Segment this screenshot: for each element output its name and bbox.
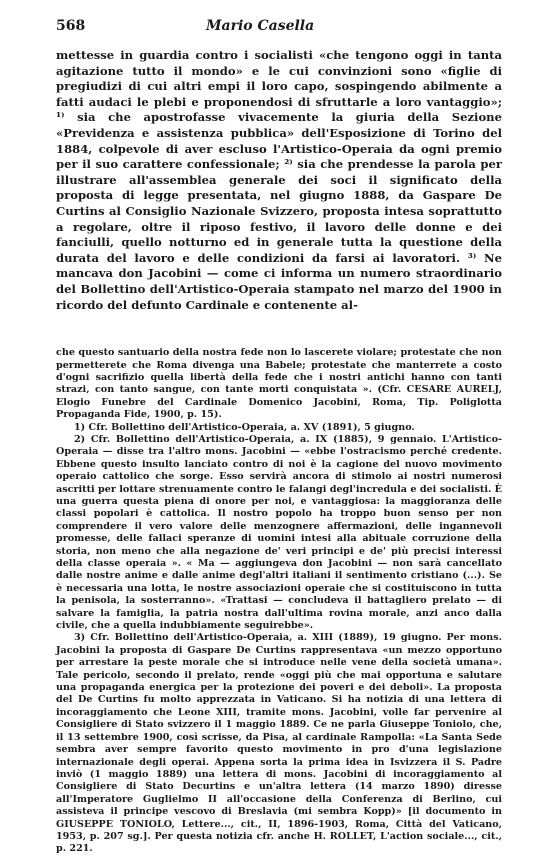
footnotes (56, 347, 502, 856)
footnote-continuation: che questo santuario della nostra fede non lo lascerete violare; protestate che non permetterete che Roma divenga una Babele; protestate che manterrete a costo d'ogni sacrifizio quella libertà della fede che i nostri antichi hanno con tanti strazi, con tanto sangue, con tante morti conquistata ». (Cfr. CESARE AURELJ, Elogio Funebre del Cardinale Domenico Jacobini, Roma, Tip. Poliglotta Propaganda Fide, 1900, p. 15). (56, 347, 502, 421)
page-header (56, 18, 502, 38)
footnote-3: 3) Cfr. Bollettino dell'Artistico-Operaia, a. XIII (1889), 19 giugno. Per mons. Jacobini la proposta di Gaspare De Curtins rappresentava «un mezzo opportuno per arrestare la peste morale che si introduce nelle vene della società umana». Tale pericolo, secondo il prelato, rende «oggi più che mai opportuna e salutare una propaganda energica per la protezione dei poveri e dei deboli». La proposta del De Curtins fu molto apprezzata in Vaticano. Si ha notizia di una lettera di incoraggiamento che Leone XIII, tramite mons. Jacobini, volle far pervenire al Consigliere di Stato svizzero il 1 maggio 1889. Ce ne parla Giuseppe Toniolo, che, il 13 settembre 1900, così scrisse, da Pisa, al cardinale Rampolla: «La Santa Sede sembra aver sempre favorito questo movimento in pro d'una legislazione internazionale degli operai. Appena sorta la prima idea in Isvizzera il S. Padre inviò (1 maggio 1889) una lettera di mons. Jacobini di incoraggiamento al Consigliere di Stato Decurtins e un'altra lettera (14 marzo 1890) diresse all'Imperatore Guglielmo II all'occasione della Conferenza di Berlino, cui assisteva il principe vescovo di Breslavia (mi sembra Kopp)» [il documento in GIUSEPPE TONIOLO, Lettere..., cit., II, 1896-1903, Roma, Città del Vaticano, 1953, p. 207 sg.]. Per questa notizia cfr. anche H. ROLLET, L'action sociale..., cit., p. 221. (56, 632, 502, 855)
footnote-1: 1) Cfr. Bollettino dell'Artistico-Operaia, a. XV (1891), 5 giugno. (74, 421, 415, 433)
book-page (56, 18, 502, 856)
page-number: 568 (56, 18, 86, 34)
footnote-2: 2) Cfr. Bollettino dell'Artistico-Operaia, a. IX (1885), 9 gennaio. L'Artistico-Operaia — disse tra l'altro mons. Jacobini — «ebbe l'ostracismo perché credente. Ebbene questo insulto lanciato contro di noi è la cagione del nuovo movimento operaio cattolico che sorge. Esso servirà ancora di stimolo ai nostri numerosi ascritti per lottare strenuamente contro le falangi degl'incredula e dei socialisti. È una guerra questa piena di onore per noi, e vantaggiosa: la maggioranza delle classi popolari è cattolica. Il nostro popolo ha troppo buon senso per non comprendere il vero valore delle menzognere affermazioni, delle ingannevoli promesse, delle fallaci speranze di uomini intesi alla abituale corruzione della storia, non meno che alla negazione de' veri principi e de' più precisi interessi della classe operaia ». « Ma — aggiungeva don Jacobini — non sarà cancellato dalle nostre anime e dalle anime degl'altri italiani il sentimento cristiano (...). Se è necessaria una lotta, le nostre associazioni operaie che si costituiscono in tutta la penisola, la sosterranno». «Trattasi — concludeva il battagliero prelato — di salvare la famiglia, la patria nostra dall'ultima rovina morale, anzi anco dalla civile, che a quella indubbiamente seguirebbe». (56, 433, 502, 632)
main-text (56, 48, 502, 313)
running-title: Mario Casella (206, 18, 315, 34)
main-paragraph: mettesse in guardia contro i socialisti «che tengono oggi in tanta agitazione tutto il mondo» e le cui convinzioni sono «figlie di pregiudizi di cui altri empi il loro capo, sospingendo abilmente a fatti audaci le plebi e proponendosi di sfruttarle a loro vantaggio»; ¹⁾ sia che apostrofasse vivacemente la giuria della Sezione «Previdenza e assistenza pubblica» dell'Esposizione di Torino del 1884, colpevole di aver escluso l'Artistico-Operaia da ogni premio per il suo carattere confessionale; ²⁾ sia che prendesse la parola per illustrare all'assemblea generale dei soci il significato della proposta di legge presentata, nel giugno 1888, da Gaspare De Curtins al Consiglio Nazionale Svizzero, proposta intesa soprattutto a regolare, oltre il riposo festivo, il lavoro delle donne e dei fanciulli, quello notturno ed in generale tutta la questione della durata del lavoro e delle condizioni da farsi ai lavoratori. ³⁾ Ne mancava don Jacobini — come ci informa un numero straordinario del Bollettino dell'Artistico-Operaia stampato nel marzo del 1900 in ricordo del defunto Cardinale e contenente al- (56, 48, 502, 312)
